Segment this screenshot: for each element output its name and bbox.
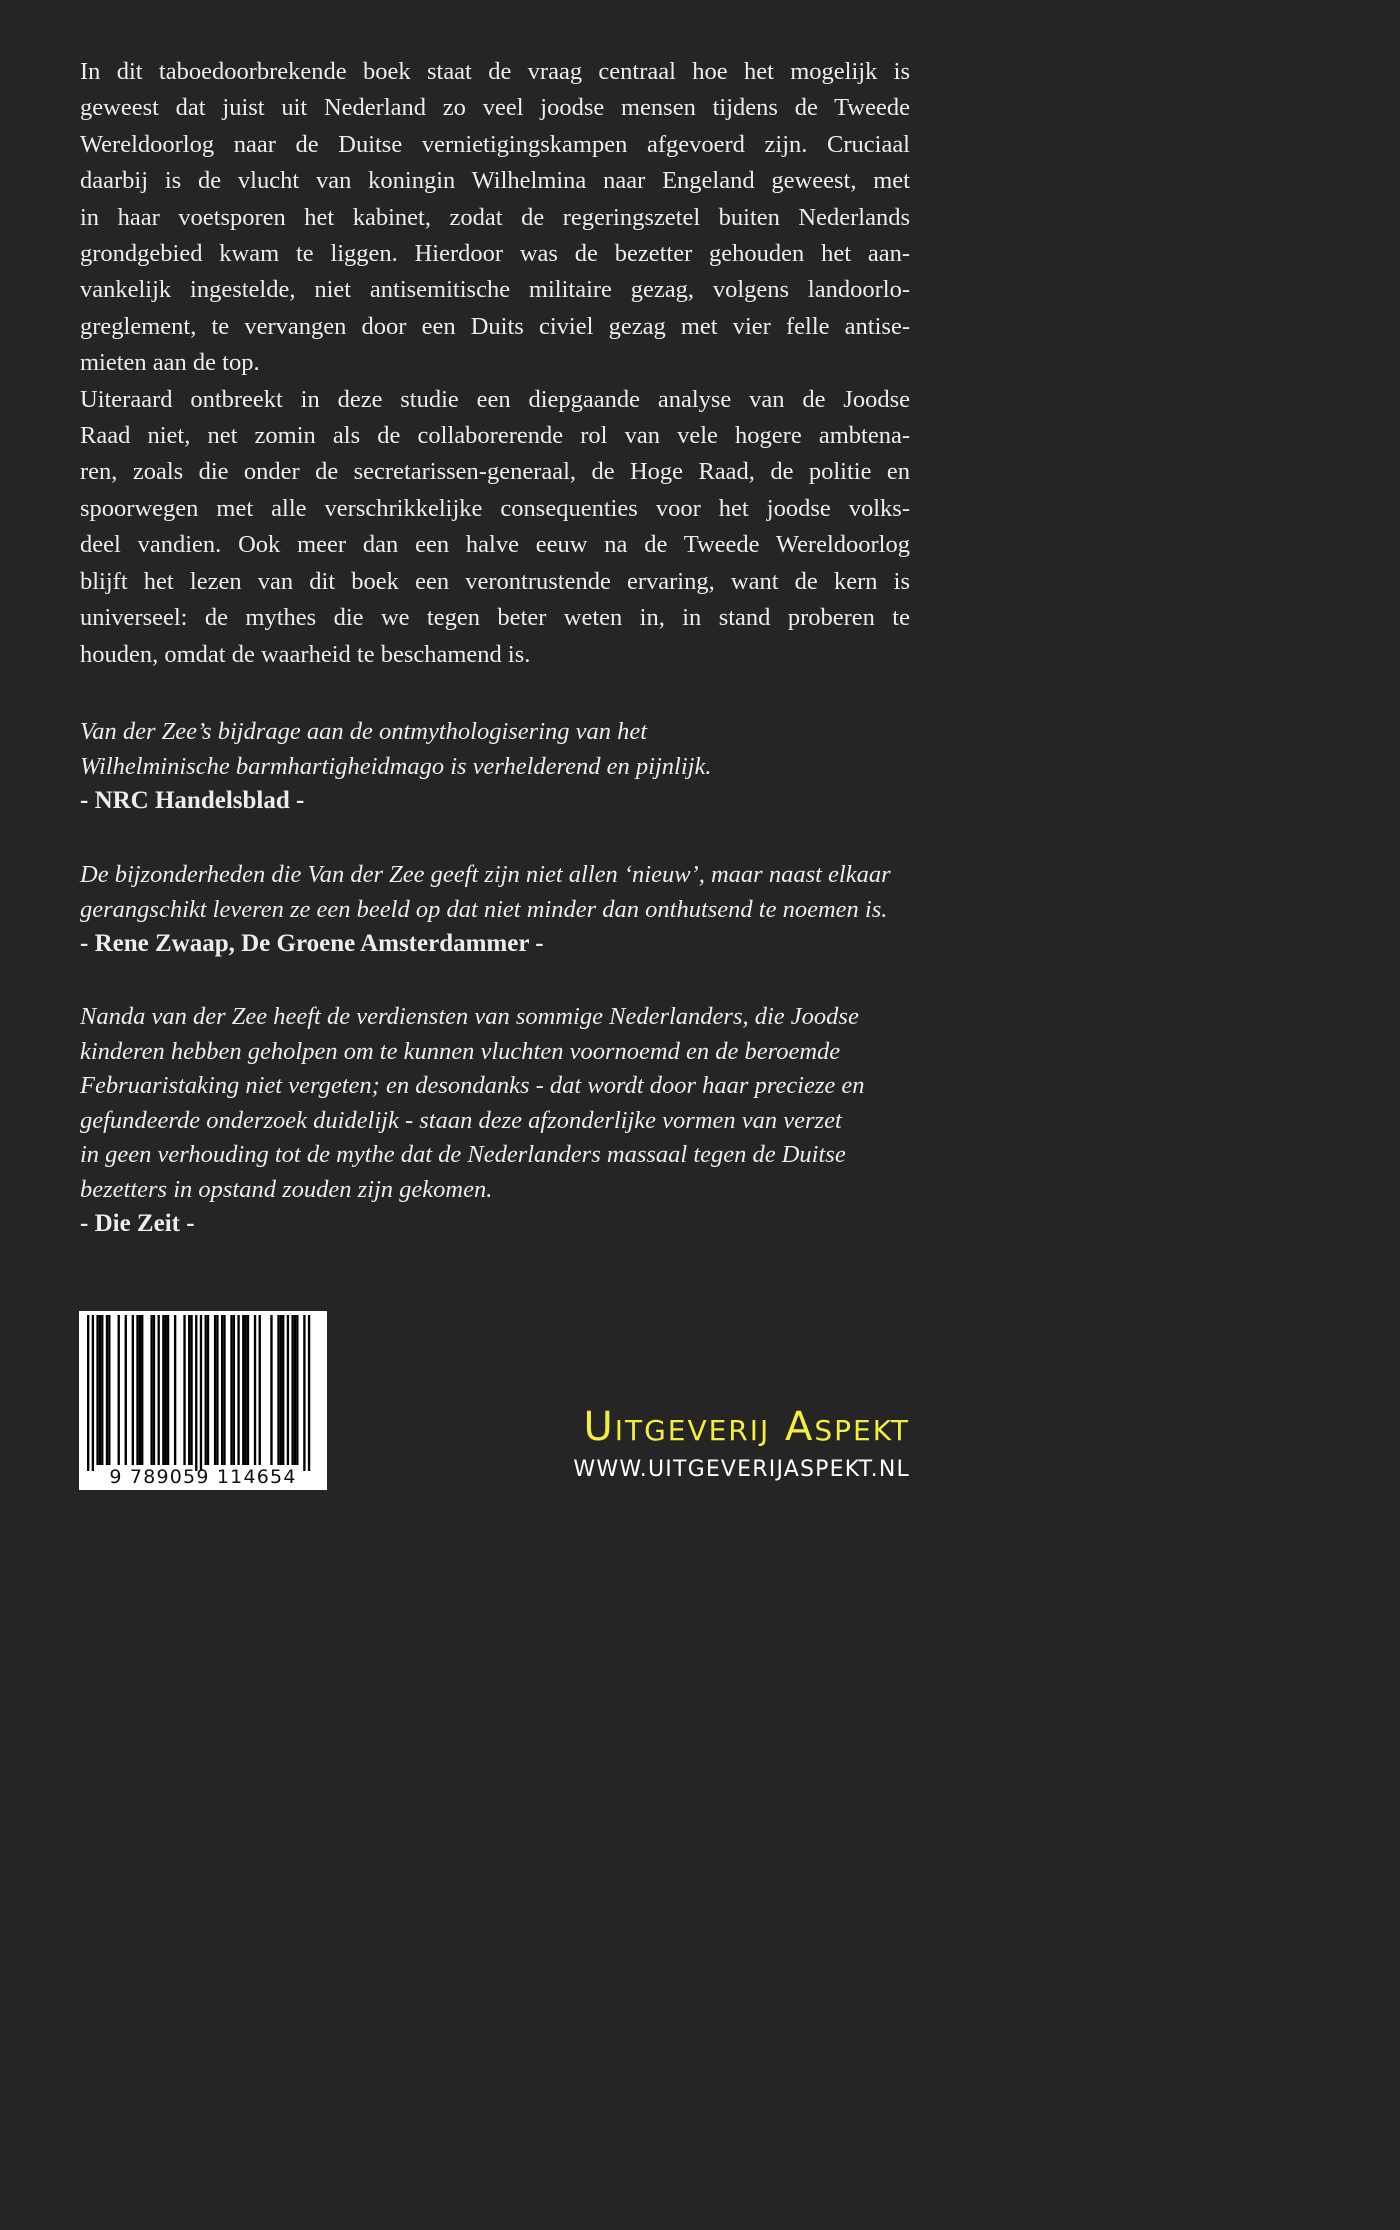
review-line: kinderen hebben geholpen om te kunnen vluchten voornoemd en de beroemde [80, 1037, 841, 1065]
review-text [80, 858, 920, 927]
barcode-bar [125, 1315, 127, 1465]
barcode-bar [183, 1315, 185, 1465]
barcode-bar [96, 1315, 98, 1465]
blurb-line: vankelijk ingestelde, niet antisemitische militaire gezag, volgens landoorlo- [80, 276, 910, 304]
review-text [80, 1000, 920, 1207]
review-source: - Die Zeit - [80, 1210, 195, 1237]
barcode-bar [190, 1315, 192, 1465]
review-line: De bijzonderheden die Van der Zee geeft zijn niet allen ‘nieuw’, maar naast elkaar [80, 861, 891, 888]
barcode-bar [223, 1315, 225, 1465]
barcode-bar [108, 1315, 110, 1465]
barcode-bar [280, 1315, 282, 1465]
blurb-line: geweest dat juist uit Nederland zo veel joodse mensen tijdens de Tweede [80, 94, 910, 122]
blurb-line: Uiteraard ontbreekt in deze studie een diepgaande analyse van de Joodse [80, 385, 910, 413]
barcode-bar [132, 1315, 134, 1465]
barcode-bar [308, 1315, 310, 1471]
barcode-bar [174, 1315, 176, 1465]
barcode-bar [214, 1315, 216, 1465]
barcode-bar [205, 1315, 207, 1465]
blurb-line: spoorwegen met alle verschrikkelijke consequenties voor het joodse volks- [80, 494, 910, 522]
barcode-bar [139, 1315, 141, 1465]
back-cover-blurb [80, 54, 910, 673]
barcode-bar [158, 1315, 160, 1465]
barcode-bar [296, 1315, 298, 1465]
barcode-bar [101, 1315, 103, 1465]
blurb-paragraph-2 [80, 382, 910, 673]
review-line: Van der Zee’s bijdrage aan de ontmythologisering van het [80, 718, 648, 745]
review-line: Wilhelminische barmhartigheidmago is verhelderend en pijnlijk. [80, 752, 712, 780]
barcode-bar [294, 1315, 296, 1465]
review-source: - NRC Handelsblad - [80, 787, 305, 814]
blurb-line: Wereldoorlog naar de Duitse vernietigingskampen afgevoerd zijn. Cruciaal [80, 130, 910, 158]
barcode-bar [282, 1315, 284, 1465]
barcode-bar [92, 1315, 94, 1471]
barcode-bar [259, 1315, 261, 1465]
blurb-line: universeel: de mythes die we tegen beter weten in, in stand proberen te [80, 604, 910, 632]
blurb-line: mieten aan de top. [80, 349, 260, 377]
barcode-bar [244, 1315, 246, 1465]
blurb-line: ren, zoals die onder de secretarissen-generaal, de Hoge Raad, de politie en [80, 458, 910, 486]
barcode-bar [233, 1315, 235, 1465]
barcode-bar [150, 1315, 152, 1465]
blurb-line: grondgebied kwam te liggen. Hierdoor was de bezetter gehouden het aan- [80, 240, 910, 268]
barcode-bar [136, 1315, 138, 1465]
barcode-bar [287, 1315, 289, 1465]
isbn-barcode [79, 1311, 327, 1490]
blurb-line: Raad niet, net zomin als de collaborerende rol van vele hogere ambtena- [80, 422, 910, 450]
barcode-bar [247, 1315, 249, 1465]
review-text [80, 715, 920, 784]
barcode-bar [207, 1315, 209, 1465]
review-line: in geen verhouding tot de mythe dat de Nederlanders massaal tegen de Duitse [80, 1141, 846, 1168]
review-quote [80, 715, 920, 819]
review-quote [80, 1000, 920, 1242]
review-line: bezetters in opstand zouden zijn gekomen. [80, 1175, 493, 1203]
barcode-bar [167, 1315, 169, 1465]
blurb-line: houden, omdat de waarheid te beschamend is. [80, 640, 531, 668]
review-source: - Rene Zwaap, De Groene Amsterdammer - [80, 930, 544, 957]
barcode-bar [106, 1315, 108, 1465]
barcode-bar [141, 1315, 143, 1465]
barcode-bar [165, 1315, 167, 1465]
blurb-line: in haar voetsporen het kabinet, zodat de regeringszetel buiten Nederlands [80, 203, 910, 231]
blurb-line: In dit taboedoorbrekende boek staat de vraag centraal hoe het mogelijk is [80, 58, 910, 85]
barcode-bar [242, 1315, 244, 1465]
barcode-bar [153, 1315, 155, 1465]
barcode-bar [118, 1315, 120, 1465]
barcode-bar [200, 1315, 202, 1471]
barcode-bar [188, 1315, 190, 1465]
barcode-bar [254, 1315, 256, 1465]
barcode-bar [303, 1315, 305, 1471]
barcode-bar [195, 1315, 197, 1471]
publisher-name: Uitgeverij Aspekt [583, 1404, 910, 1450]
blurb-paragraph-1 [80, 54, 910, 382]
barcode-bar [216, 1315, 218, 1465]
barcode-bar [87, 1315, 89, 1471]
barcode-bar [270, 1315, 272, 1465]
barcode-bar [277, 1315, 279, 1465]
review-quote [80, 858, 920, 962]
barcode-bar [291, 1315, 293, 1465]
barcode-bars [79, 1311, 327, 1490]
barcode-bar [162, 1315, 164, 1465]
review-line: Nanda van der Zee heeft de verdiensten van sommige Nederlanders, die Joodse [80, 1003, 859, 1030]
blurb-line: greglement, te vervangen door een Duits civiel gezag met vier felle antise- [80, 312, 910, 340]
barcode-bar [230, 1315, 232, 1465]
barcode-bar [221, 1315, 223, 1465]
review-line: Februaristaking niet vergeten; en desondanks - dat wordt door haar precieze en [80, 1072, 865, 1099]
barcode-bar [237, 1315, 239, 1465]
blurb-line: daarbij is de vlucht van koningin Wilhelmina naar Engeland geweest, met [80, 167, 910, 195]
isbn-number: 9 789059 114654 [109, 1466, 297, 1488]
review-line: gerangschikt leveren ze een beeld op dat niet minder dan onthutsend te noemen is. [80, 895, 888, 923]
blurb-line: deel vandien. Ook meer dan een halve eeuw na de Tweede Wereldoorlog [80, 531, 910, 559]
blurb-line: blijft het lezen van dit boek een verontrustende ervaring, want de kern is [80, 567, 910, 595]
publisher-website: WWW.UITGEVERIJASPEKT.NL [573, 1457, 910, 1482]
barcode-bar [99, 1315, 101, 1465]
review-line: gefundeerde onderzoek duidelijk - staan deze afzonderlijke vormen van verzet [80, 1106, 842, 1134]
